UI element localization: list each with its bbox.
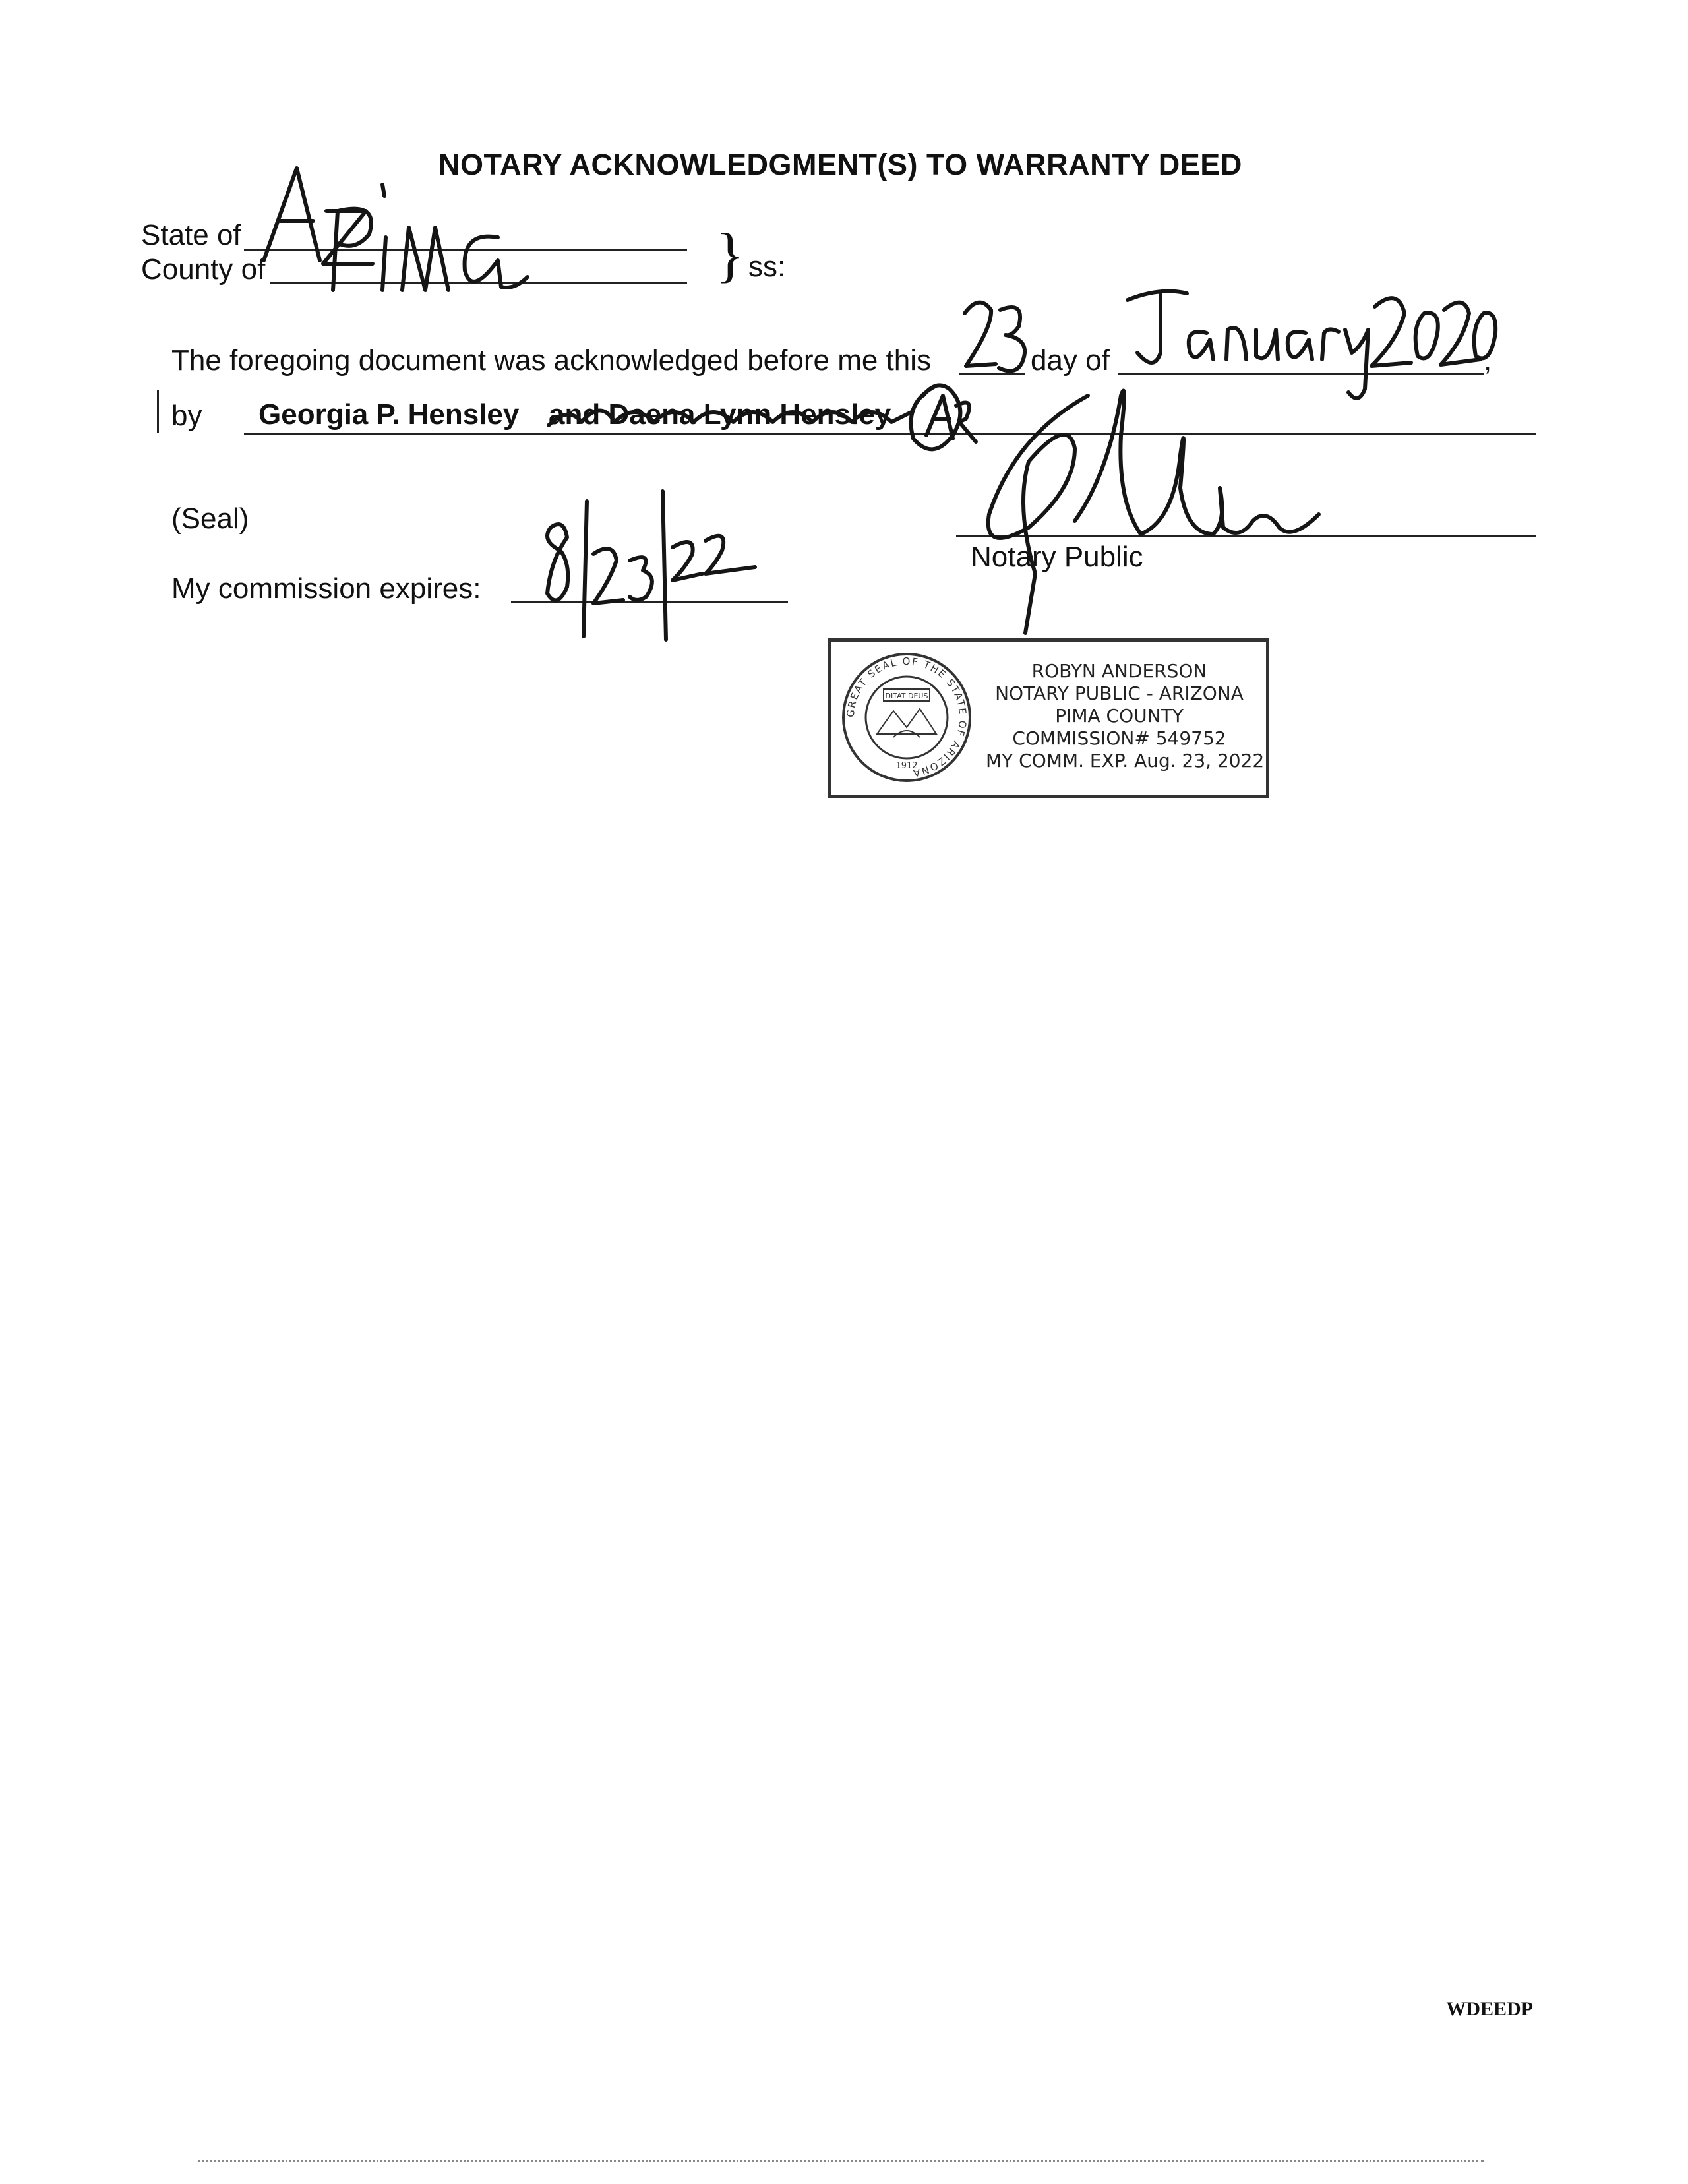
by-label: by: [171, 400, 202, 432]
notary-stamp: [828, 638, 1269, 798]
handwritten-county: [316, 198, 554, 303]
notary-signature: [976, 356, 1345, 646]
notary-public-label: Notary Public: [971, 541, 1143, 573]
seal-label: (Seal): [171, 502, 249, 535]
signer-struck-name: and Daena Lynn Hensley: [549, 398, 891, 431]
state-label: State of: [141, 219, 241, 251]
scan-edge-artifact: [198, 2160, 1484, 2162]
stamp-text: [986, 660, 1265, 772]
handwritten-commission-date: [531, 488, 781, 646]
form-code: WDEEDP: [1446, 1998, 1533, 2020]
stamp-commission-number: COMMISSION# 549752: [1012, 727, 1226, 749]
margin-bar: [157, 390, 159, 433]
state-seal-icon: [837, 648, 976, 787]
comma: ,: [1484, 344, 1492, 377]
commission-label: My commission expires:: [171, 572, 481, 605]
svg-text:DITAT DEUS: DITAT DEUS: [885, 692, 928, 700]
svg-text:GREAT SEAL OF THE STATE OF ARI: GREAT SEAL OF THE STATE OF ARIZONA: [844, 655, 969, 779]
acknowledgment-text: The foregoing document was acknowledged before me this: [171, 344, 932, 377]
stamp-county: PIMA COUNTY: [1055, 705, 1184, 727]
day-of-label: day of: [1031, 344, 1110, 377]
svg-text:1912: 1912: [895, 761, 918, 771]
strike-through: [542, 386, 918, 445]
stamp-notary-name: ROBYN ANDERSON: [1031, 660, 1207, 682]
venue-brace: }: [715, 221, 745, 288]
stamp-notary-title: NOTARY PUBLIC - ARIZONA: [995, 682, 1244, 704]
signer-name: Georgia P. Hensley: [258, 398, 520, 431]
venue-ss: ss:: [748, 251, 786, 283]
document-title: NOTARY ACKNOWLEDGMENT(S) TO WARRANTY DEED: [438, 148, 1242, 181]
county-label: County of: [141, 253, 266, 286]
stamp-expiration: MY COMM. EXP. Aug. 23, 2022: [986, 750, 1265, 772]
handwritten-initials: [897, 376, 982, 468]
